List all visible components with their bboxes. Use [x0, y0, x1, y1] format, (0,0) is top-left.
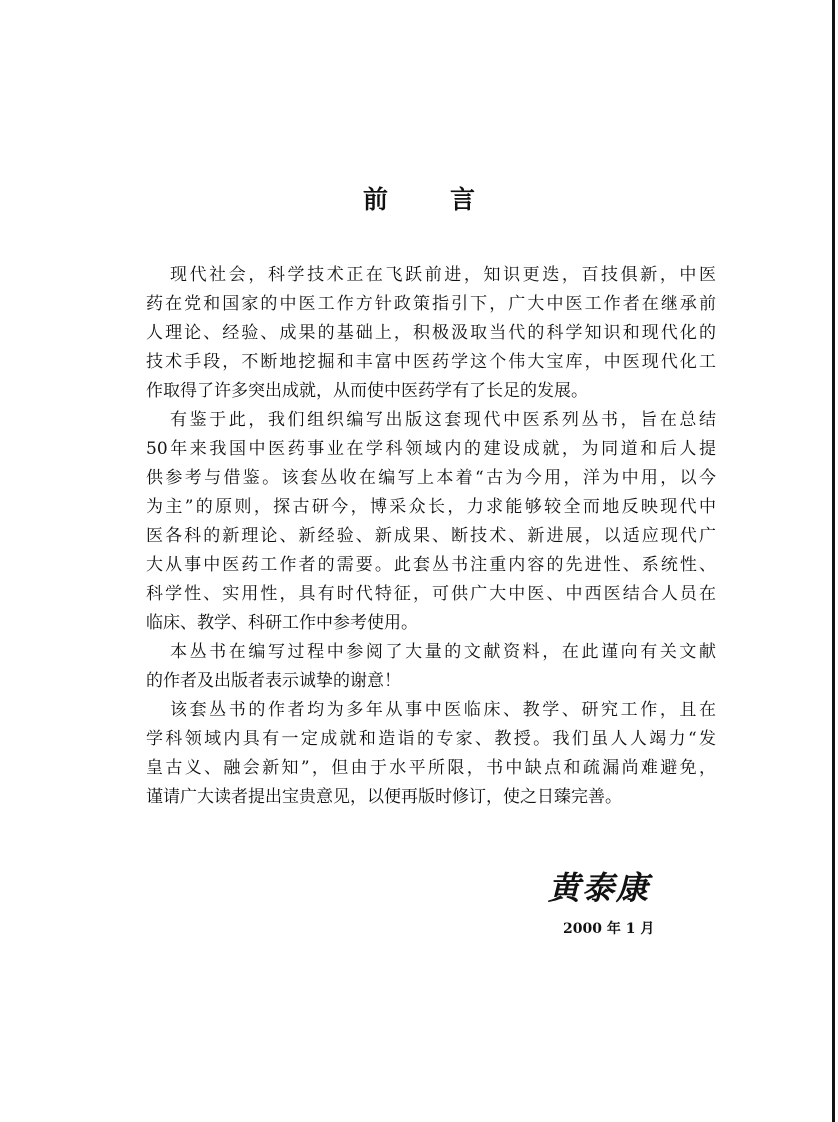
paragraph-2-line: 为主”的原则，探古研今，博采众长，力求能够较全而地反映现代中	[146, 497, 716, 517]
page-edge-border	[832, 0, 835, 1122]
paragraph-2-line: 供参考与借鉴。该套丛收在编写上本着“古为今用，洋为中用，以今	[146, 468, 716, 488]
paragraph-4-line: 皇古义、融会新知”，但由于水平所限，书中缺点和疏漏尚难避免，	[146, 758, 716, 778]
paragraph-1-line: 作取得了许多突出成就，从而使中医药学有了长足的发展。	[146, 381, 588, 401]
paragraph-1-line: 药在党和国家的中医工作方针政策指引下，广大中医工作者在继承前	[146, 294, 716, 314]
paragraph-1-line: 技术手段，不断地挖掘和丰富中医药学这个伟大宝库，中医现代化工	[146, 352, 716, 372]
author-signature: 黄泰康	[548, 869, 651, 907]
paragraph-4-line: 学科领域内具有一定成就和造诣的专家、教授。我们虽人人竭力“发	[146, 729, 716, 749]
paragraph-2-line: 科学性、实用性，具有时代特征，可供广大中医、中西医结合人员在	[146, 584, 716, 604]
paragraph-2-line: 医各科的新理论、新经验、新成果、断技术、新进展，以适应现代广	[146, 526, 716, 546]
title-char-2: 言	[450, 185, 476, 214]
paragraph-2-line: 50年来我国中医药事业在学科领域内的建设成就，为同道和后人提	[146, 439, 716, 459]
paragraph-1-line: 现代社会，科学技术正在飞跃前进，知识更迭，百技俱新，中医	[170, 265, 716, 285]
date: 2000 年 1 月	[563, 921, 655, 937]
paragraph-4-line: 谨请广大读者提出宝贵意见，以便再版时修订，使之日臻完善。	[146, 787, 622, 807]
paragraph-2-line: 大从事中医药工作者的需要。此套丛书注重内容的先进性、系统性、	[146, 555, 716, 575]
paragraph-1-line: 人理论、经验、成果的基础上，积极汲取当代的科学知识和现代化的	[146, 323, 716, 343]
title-char-1: 前	[363, 185, 389, 214]
paragraph-2-line: 有鉴于此，我们组织编写出版这套现代中医系列丛书，旨在总结	[170, 410, 716, 430]
paragraph-2-line: 临床、教学、科研工作中参考使用。	[146, 613, 418, 633]
paragraph-3-line: 本丛书在编写过程中参阅了大量的文献资料，在此谨向有关文献	[170, 642, 716, 662]
paragraph-4-line: 该套丛书的作者均为多年从事中医临床、教学、研究工作，且在	[170, 700, 716, 720]
paragraph-3-line: 的作者及出版者表示诚挚的谢意！	[146, 671, 401, 691]
